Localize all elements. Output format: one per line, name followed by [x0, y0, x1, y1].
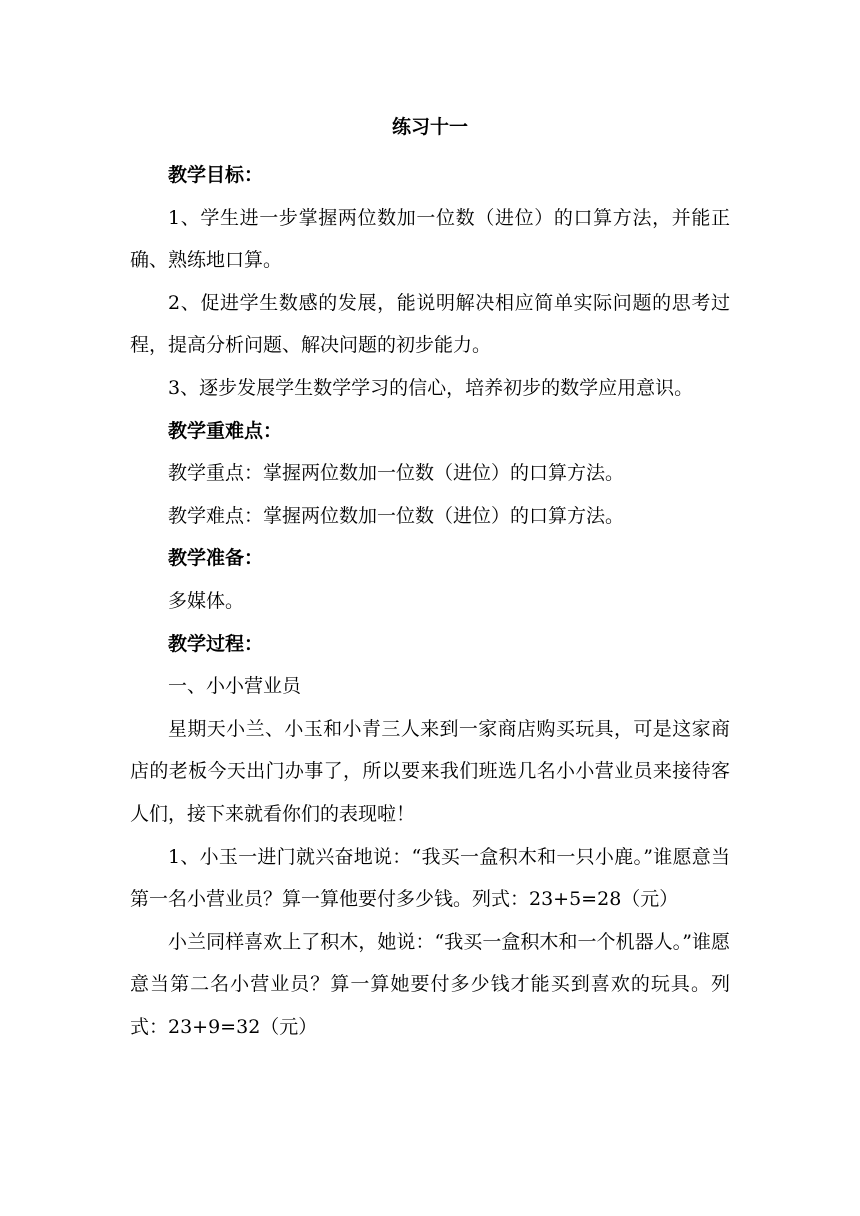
objectives-heading: 教学目标：: [168, 164, 264, 186]
process-paragraph-1: 星期天小兰、小玉和小青三人来到一家商店购买玩具，可是这家商店的老板今天出门办事了，所以要来我们班选几名小小营业员来接待客人们，接下来就看你们的表现啦！: [130, 717, 730, 825]
process-section-title: 一、小小营业员: [168, 675, 302, 698]
key-point-difficulty: 教学难点：掌握两位数加一位数（进位）的口算方法。: [168, 504, 625, 527]
key-points-heading: 教学重难点：: [168, 419, 283, 442]
process-paragraph-3: 小兰同样喜欢上了积木，她说：“我买一盒积木和一个机器人。”谁愿意当第二名小营业员？算一算她要付多少钱才能买到喜欢的玩具。列式：23+9=32（元）: [130, 930, 730, 1038]
process-heading: 教学过程：: [168, 632, 264, 655]
objective-item-3: 3、逐步发展学生数学学习的信心，培养初步的数学应用意识。: [168, 376, 694, 399]
preparation-heading: 教学准备：: [168, 547, 264, 570]
objective-item-1: 1、学生进一步掌握两位数加一位数（进位）的口算方法，并能正确、熟练地口算。: [130, 206, 730, 272]
process-paragraph-2: 1、小玉一进门就兴奋地说：“我买一盒积木和一只小鹿。”谁愿意当第一名小营业员？算一算他要付多少钱。列式：23+5=28（元）: [130, 845, 730, 911]
preparation-text: 多媒体。: [168, 589, 245, 612]
document-body: [130, 154, 730, 1048]
document-title: 练习十一: [391, 116, 468, 138]
key-point-focus: 教学重点：掌握两位数加一位数（进位）的口算方法。: [168, 462, 625, 485]
objective-item-2: 2、促进学生数感的发展，能说明解决相应简单实际问题的思考过程，提高分析问题、解决问题的初步能力。: [130, 291, 730, 357]
